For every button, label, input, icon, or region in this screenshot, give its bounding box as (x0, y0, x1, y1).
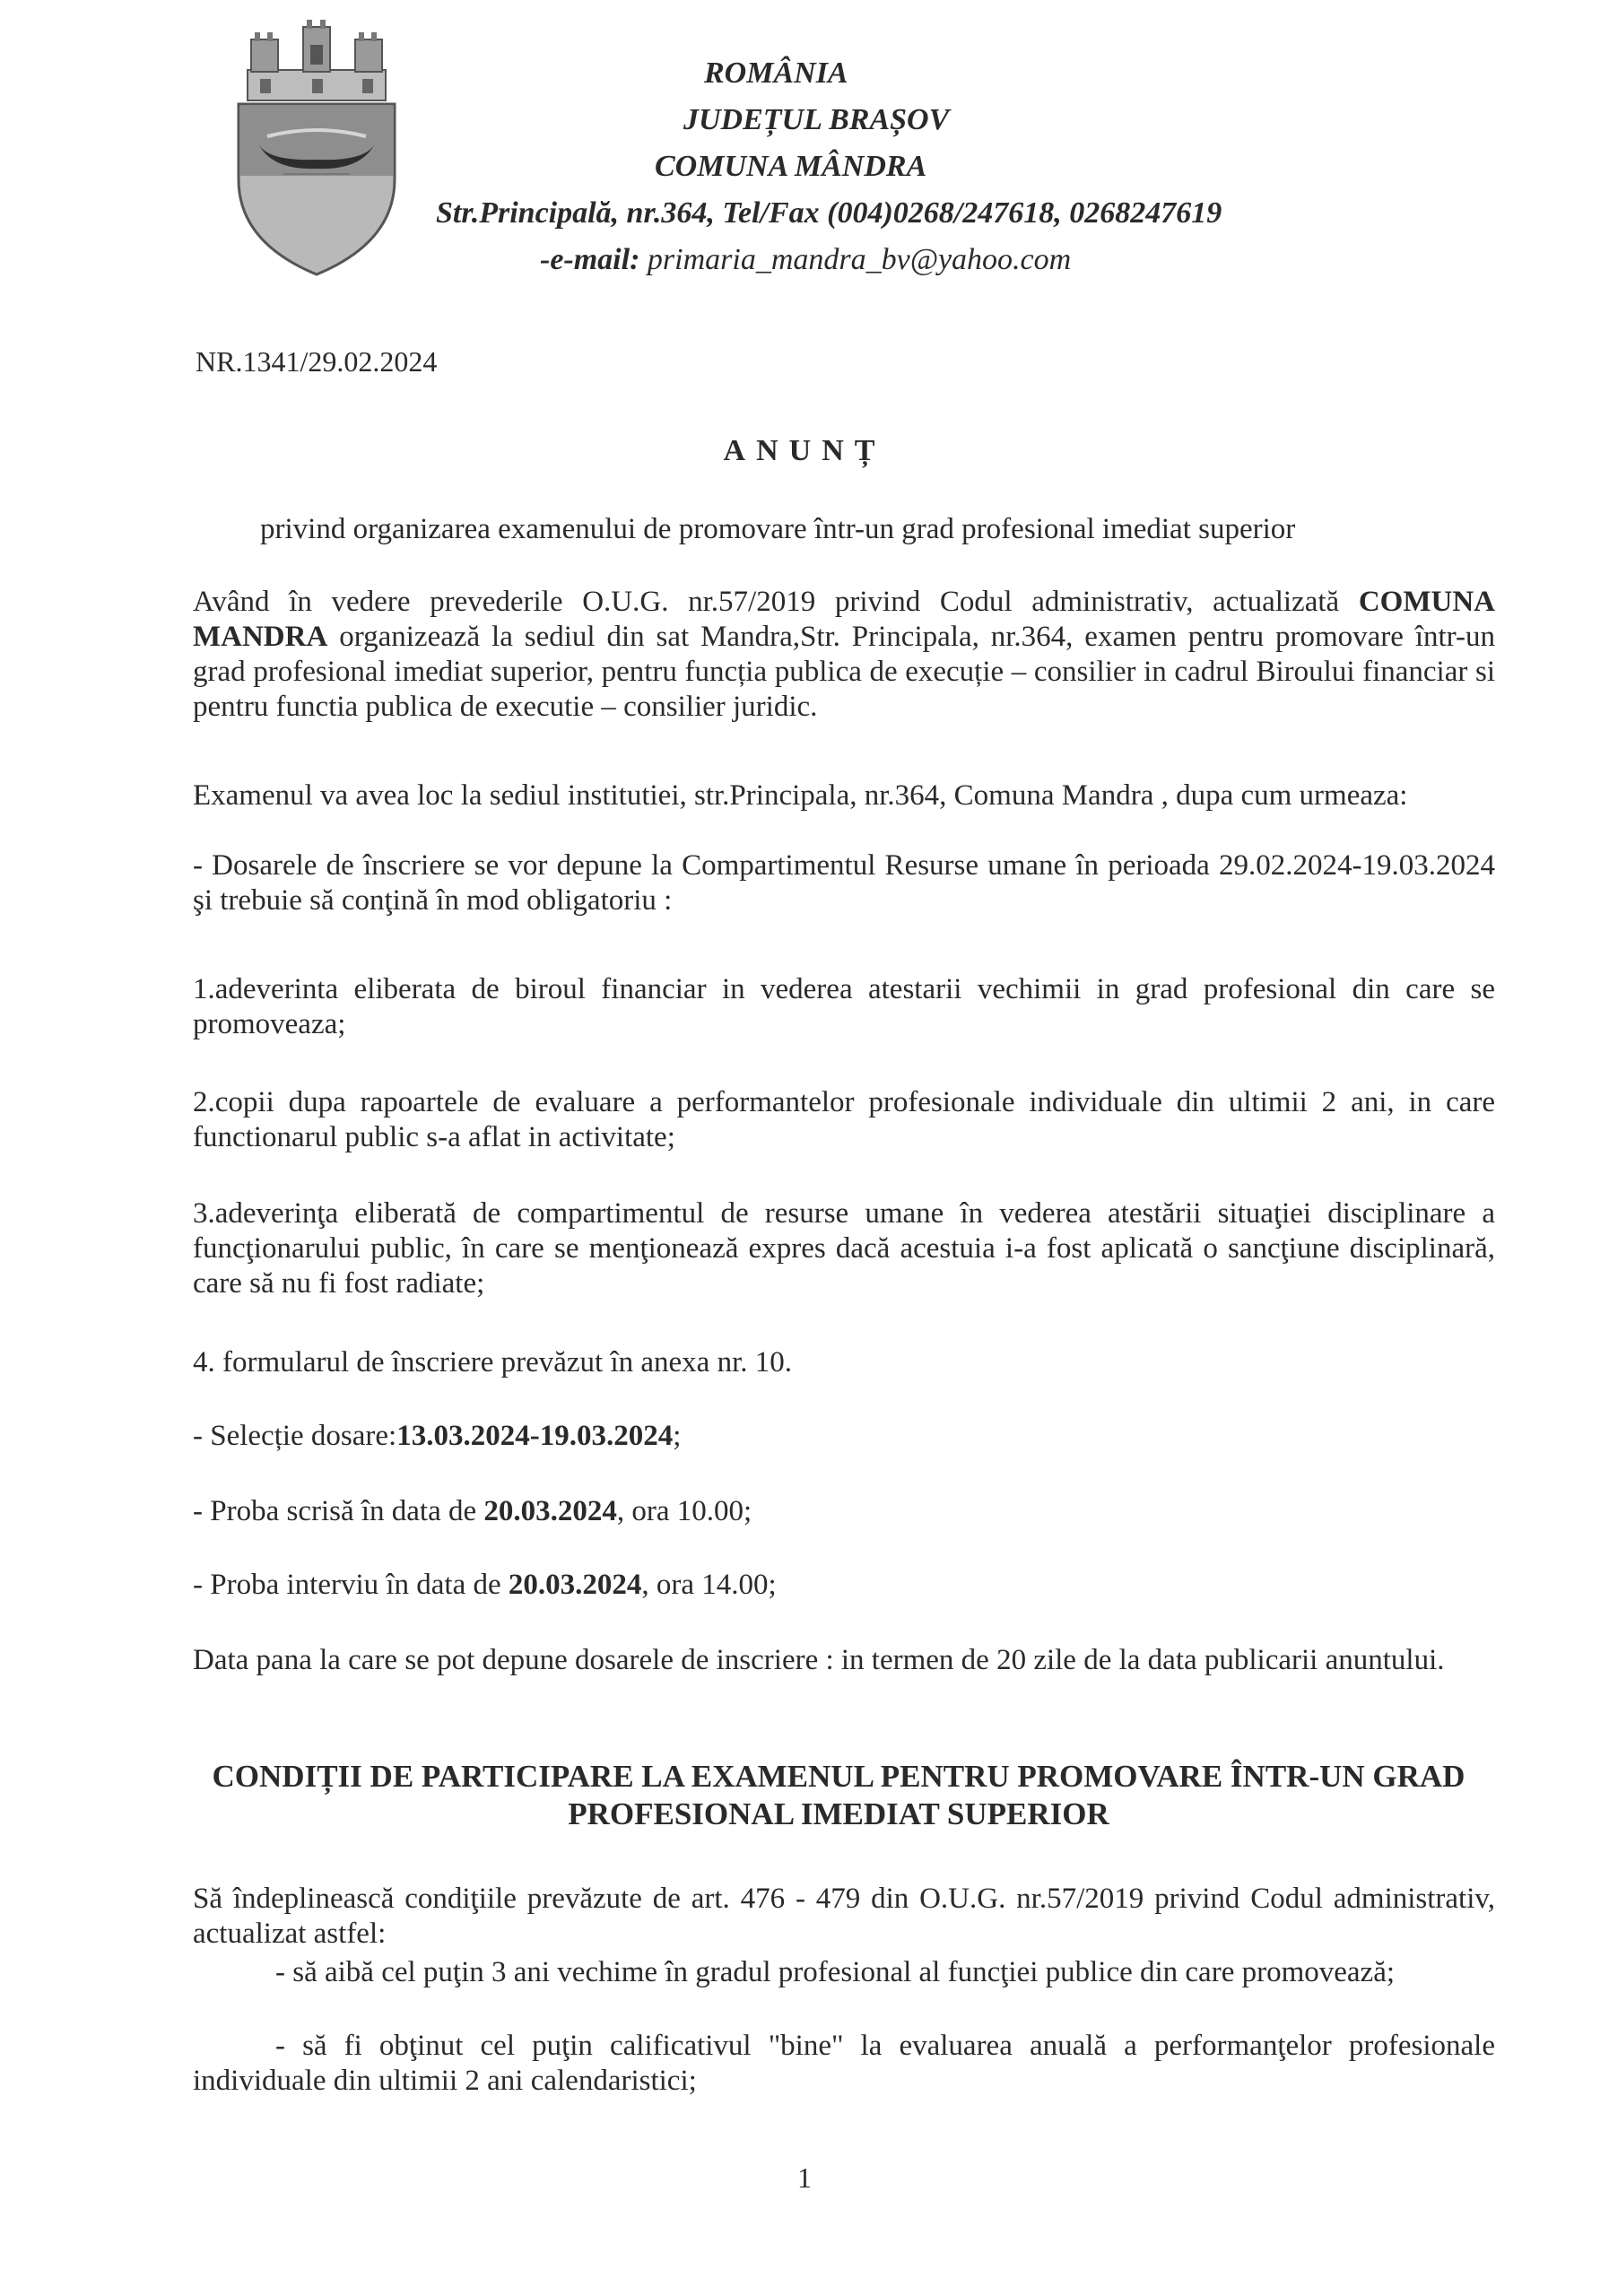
selection-label: - Selecție dosare: (193, 1420, 397, 1452)
written-label: - Proba scrisă în data de (193, 1495, 484, 1527)
intro-part1: Având în vedere prevederile O.U.G. nr.57/2019 privind Codul administrativ, actualizată (193, 586, 1340, 618)
document-title: ANUNȚ (723, 434, 886, 467)
condition-item-1: - să aibă cel puţin 3 ani vechime în gradul profesional al funcţiei publice din care promovează; (275, 1956, 1396, 1988)
email-value: primaria_mandra_bv@yahoo.com (647, 243, 1072, 276)
header-email-line (540, 239, 1071, 282)
intro-part2: organizează la sediul din sat Mandra,Str. Principala, nr.364, examen pentru promovare într-un grad profesional imediat superior, pentru funcția publica de execuție – consilier in cadrul Biroului financiar si pentru functia publica de executie – consilier juridic. (193, 621, 1495, 723)
exam-location: Examenul va avea loc la sediul institutiei, str.Principala, nr.364, Comuna Mandra , dupa cum urmeaza: (193, 779, 1408, 812)
schedule-written-test (193, 1494, 1495, 1529)
document-item-4: 4. formularul de înscriere prevăzut în anexa nr. 10. (193, 1346, 792, 1378)
header-county: JUDEȚUL BRAȘOV (683, 103, 950, 136)
conditions-intro: Să îndeplinească condiţiile prevăzute de art. 476 - 479 din O.U.G. nr.57/2019 privind Codul administrativ, actualizat astfel: (193, 1883, 1495, 1950)
document-item-3: 3.adeverinţa eliberată de compartimentul de resurse umane în vederea atestării situaţiei disciplinare a funcţionarului public, în care se menţionează expres dacă acestuia i-a fost aplicată o sancţiune disciplinară, care să nu fi fost radiate; (193, 1197, 1495, 1300)
interview-date: 20.03.2024 (508, 1569, 642, 1601)
document-subtitle: privind organizarea examenului de promovare într-un grad profesional imediat superior (260, 513, 1296, 545)
email-label: -e-mail: (540, 243, 640, 276)
written-time: , ora 10.00; (616, 1495, 752, 1527)
header-address: Str.Principală, nr.364, Tel/Fax (004)0268/247618, 0268247619 (436, 196, 1222, 230)
registration-number: NR.1341/29.02.2024 (196, 345, 438, 378)
document-item-1: 1.adeverinta eliberata de biroul financiar in vederea atestarii vechimii in grad profesional din care se promoveaza; (193, 973, 1495, 1040)
organization-name: COMUNA MANDRA (193, 586, 1495, 653)
selection-dates: 13.03.2024-19.03.2024 (396, 1420, 674, 1452)
header-country: ROMÂNIA (704, 57, 848, 90)
page-number: 1 (797, 2161, 812, 2194)
dossier-intro: - Dosarele de înscriere se vor depune la Compartimentul Resurse umane în perioada 29.02.2024-19.03.2024 şi trebuie să conţină în mod obligatoriu : (193, 849, 1495, 917)
interview-label: - Proba interviu în data de (193, 1569, 509, 1601)
schedule-selection (193, 1419, 1495, 1454)
submission-deadline: Data pana la care se pot depune dosarele de inscriere : in termen de 20 zile de la data publicarii anuntului. (193, 1644, 1445, 1676)
document-item-2: 2.copii dupa rapoartele de evaluare a performantelor profesionale individuale din ultimii 2 ani, in care functionarul public s-a aflat in activitate; (193, 1086, 1495, 1153)
schedule-interview (193, 1568, 1495, 1603)
written-date: 20.03.2024 (483, 1495, 617, 1527)
header-commune: COMUNA MÂNDRA (655, 150, 927, 183)
coat-of-arms-icon (231, 18, 402, 278)
intro-paragraph (193, 585, 1495, 725)
selection-end: ; (673, 1420, 682, 1452)
condition-item-2: - să fi obţinut cel puţin calificativul "bine" la evaluarea anuală a performanţelor profesionale individuale din ultimii 2 ani calendaristici; (193, 2030, 1495, 2097)
conditions-title: CONDIȚII DE PARTICIPARE LA EXAMENUL PENTRU PROMOVARE ÎNTR-UN GRAD PROFESIONAL IMEDIAT SUPERIOR (212, 1759, 1465, 1831)
interview-time: , ora 14.00; (641, 1569, 777, 1601)
